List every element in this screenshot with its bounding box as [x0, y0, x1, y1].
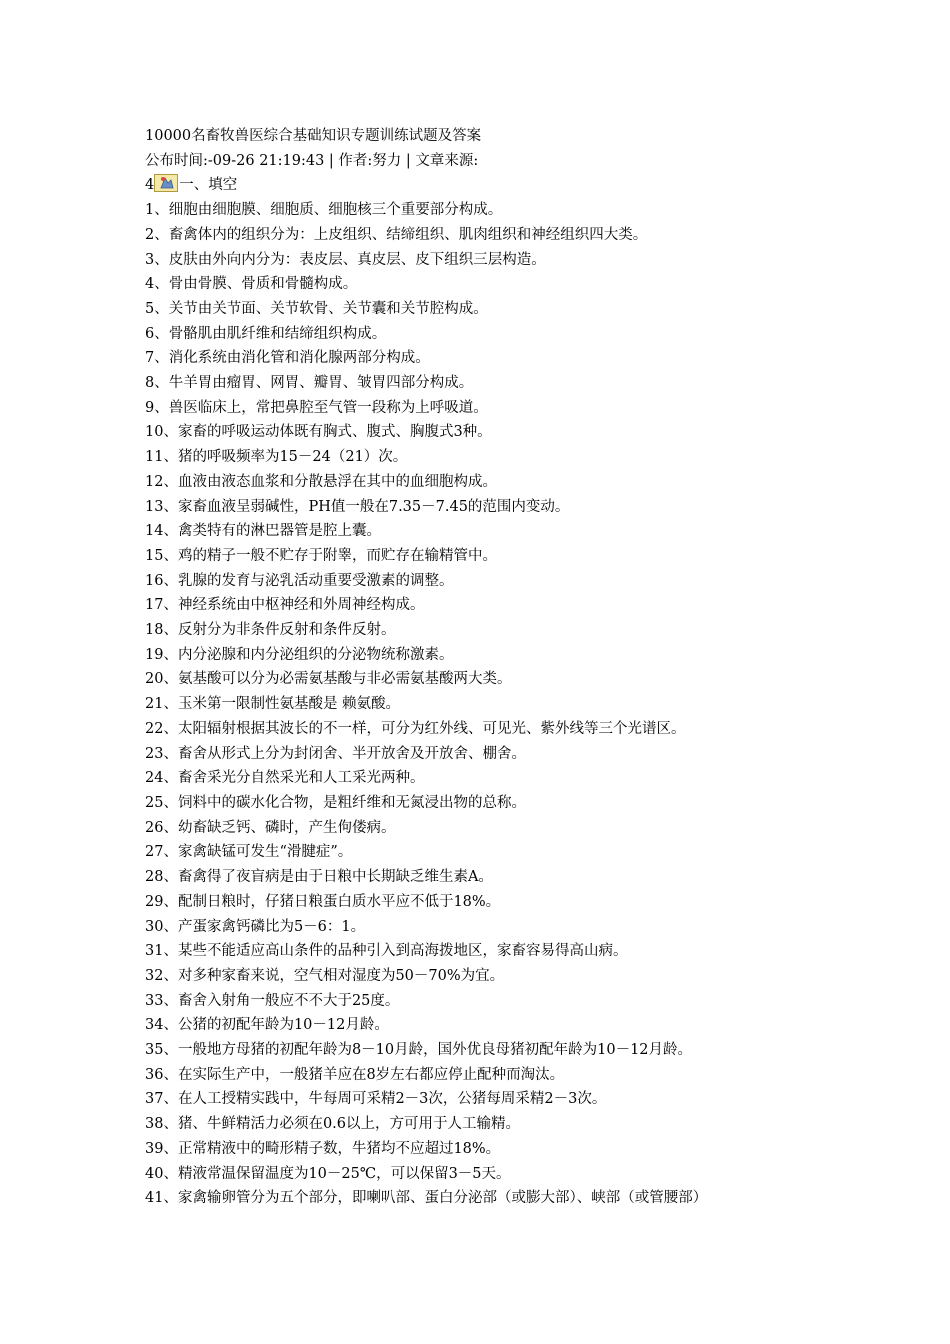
list-item: 40、精液常温保留温度为10－25℃，可以保留3－5天。 [145, 1165, 511, 1182]
list-item: 14、禽类特有的淋巴器管是腔上囊。 [145, 523, 381, 540]
list-item: 5、关节由关节面、关节软骨、关节囊和关节腔构成。 [145, 300, 488, 317]
list-item: 22、太阳辐射根据其波长的不一样，可分为红外线、可见光、紫外线等三个光谱区。 [145, 720, 686, 737]
list-item: 21、玉米第一限制性氨基酸是 赖氨酸。 [145, 696, 401, 713]
list-item: 11、猪的呼吸频率为15－24（21）次。 [145, 449, 408, 466]
list-item: 16、乳腺的发育与泌乳活动重要受激素的调整。 [145, 572, 454, 589]
list-item: 35、一般地方母猪的初配年龄为8－10月龄，国外优良母猪初配年龄为10－12月龄。 [145, 1042, 693, 1059]
list-item: 17、神经系统由中枢神经和外周神经构成。 [145, 597, 425, 614]
list-item: 28、畜禽得了夜盲病是由于日粮中长期缺乏维生素A。 [145, 869, 493, 886]
list-item: 32、对多种家畜来说，空气相对湿度为50－70%为宜。 [145, 967, 505, 984]
section-heading [145, 173, 825, 198]
list-item: 41、家禽输卵管分为五个部分，即喇叭部、蛋白分泌部（或膨大部）、峡部（或管腰部） [145, 1190, 708, 1207]
list-item: 3、皮肤由外向内分为：表皮层、真皮层、皮下组织三层构造。 [145, 251, 546, 268]
list-item: 38、猪、牛鲜精活力必须在0.6以上，方可用于人工输精。 [145, 1116, 521, 1133]
list-item: 26、幼畜缺乏钙、磷时，产生佝偻病。 [145, 819, 396, 836]
list-item: 13、家畜血液呈弱碱性，PH值一般在7.35－7.45的范围内变动。 [145, 498, 570, 515]
list-item: 25、饲料中的碳水化合物，是粗纤维和无氮浸出物的总称。 [145, 794, 526, 811]
list-item: 20、氨基酸可以分为必需氨基酸与非必需氨基酸两大类。 [145, 671, 512, 688]
list-item: 19、内分泌腺和内分泌组织的分泌物统称激素。 [145, 646, 454, 663]
question-list [145, 198, 825, 1211]
list-item: 15、鸡的精子一般不贮存于附睾，而贮存在输精管中。 [145, 547, 497, 564]
section-label: 一、填空 [179, 177, 238, 194]
list-item: 39、正常精液中的畸形精子数，牛猪均不应超过18%。 [145, 1140, 501, 1157]
list-item: 6、骨骼肌由肌纤维和结缔组织构成。 [145, 325, 387, 342]
image-placeholder-icon [154, 174, 178, 192]
list-item: 4、骨由骨膜、骨质和骨髓构成。 [145, 276, 358, 293]
list-item: 10、家畜的呼吸运动体既有胸式、腹式、胸腹式3种。 [145, 424, 492, 441]
list-item: 27、家禽缺锰可发生“滑腱症”。 [145, 844, 353, 861]
list-item: 36、在实际生产中，一般猪羊应在8岁左右都应停止配种而淘汰。 [145, 1066, 565, 1083]
document-body [145, 124, 825, 1211]
list-item: 9、兽医临床上，常把鼻腔至气管一段称为上呼吸道。 [145, 399, 488, 416]
list-item: 29、配制日粮时，仔猪日粮蛋白质水平应不低于18%。 [145, 893, 501, 910]
list-item: 24、畜舍采光分自然采光和人工采光两种。 [145, 770, 425, 787]
list-item: 7、消化系统由消化管和消化腺两部分构成。 [145, 350, 430, 367]
article-meta: 公布时间:-09-26 21:19:43 | 作者:努力 | 文章来源: [145, 152, 479, 169]
list-item: 12、血液由液态血浆和分散悬浮在其中的血细胞构成。 [145, 473, 497, 490]
list-item: 33、畜舍入射角一般应不不大于25度。 [145, 992, 400, 1009]
document-title: 10000名畜牧兽医综合基础知识专题训练试题及答案 [145, 128, 482, 144]
list-item: 18、反射分为非条件反射和条件反射。 [145, 622, 396, 639]
section-prefix: 4 [145, 177, 155, 194]
list-item: 1、细胞由细胞膜、细胞质、细胞核三个重要部分构成。 [145, 202, 503, 219]
list-item: 23、畜舍从形式上分为封闭舍、半开放舍及开放舍、棚舍。 [145, 745, 526, 762]
list-item: 37、在人工授精实践中，牛每周可采精2－3次，公猪每周采精2－3次。 [145, 1091, 607, 1108]
list-item: 2、畜禽体内的组织分为：上皮组织、结缔组织、肌肉组织和神经组织四大类。 [145, 226, 648, 243]
list-item: 8、牛羊胃由瘤胃、网胃、瓣胃、皱胃四部分构成。 [145, 375, 474, 392]
list-item: 30、产蛋家禽钙磷比为5－6：1。 [145, 918, 366, 935]
list-item: 31、某些不能适应高山条件的品种引入到高海拨地区，家畜容易得高山病。 [145, 943, 628, 960]
list-item: 34、公猪的初配年龄为10－12月龄。 [145, 1017, 389, 1034]
